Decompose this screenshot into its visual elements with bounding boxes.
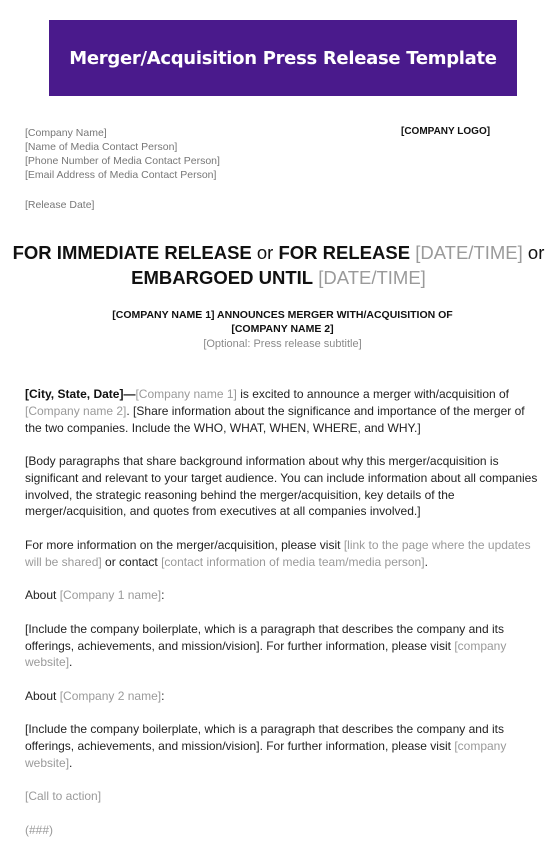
press-release-body	[25, 386, 543, 855]
about-colon: :	[161, 588, 165, 603]
release-date-placeholder: [Release Date]	[25, 199, 95, 211]
media-contact-phone-placeholder: [Phone Number of Media Contact Person]	[25, 155, 220, 167]
announcement-line-2: [COMPANY NAME 2]	[231, 323, 334, 335]
media-contact-placeholder: [contact information of media team/media person]	[161, 554, 425, 569]
media-contact-name-placeholder: [Name of Media Contact Person]	[25, 141, 178, 153]
headline-for-release: FOR RELEASE	[278, 242, 411, 263]
headline-immediate-release: FOR IMMEDIATE RELEASE	[12, 242, 252, 263]
about-label: About	[25, 588, 60, 603]
boilerplate-text: [Include the company boilerplate, which is a paragraph that describes the company and its offerings, achievements, and mission/vision]. For further information, please visit	[25, 722, 504, 754]
more-info-text: For more information on the merger/acquisition, please visit	[25, 537, 344, 552]
about-label: About	[25, 688, 60, 703]
about-company-2-heading	[25, 688, 543, 705]
company-logo-placeholder: [COMPANY LOGO]	[401, 126, 491, 137]
company-1-boilerplate	[25, 621, 543, 671]
title-banner	[49, 20, 517, 96]
company-1-placeholder: [Company name 1]	[135, 387, 237, 401]
updates-link-placeholder: [link to the page where the updates will be shared]	[25, 537, 531, 569]
more-info-text: or contact	[101, 554, 162, 569]
contact-block	[25, 126, 220, 182]
headline-date-placeholder: [DATE/TIME]	[410, 242, 523, 263]
headline-line-2	[0, 265, 557, 290]
boilerplate-text: .	[69, 755, 73, 770]
company-2-placeholder: [Company name 2]	[25, 403, 127, 418]
company-2-boilerplate	[25, 721, 543, 771]
more-info-paragraph	[25, 537, 543, 571]
company-website-placeholder: [company website]	[25, 638, 507, 670]
company-1-name-placeholder: [Company 1 name]	[59, 588, 162, 603]
company-website-placeholder: [company website]	[25, 739, 507, 770]
subtitle-placeholder: [Optional: Press release subtitle]	[203, 338, 362, 350]
more-info-text: .	[424, 554, 428, 569]
boilerplate-text: [Include the company boilerplate, which is a paragraph that describes the company and its offerings, achievements, and mission/vision]. For further information, please visit	[25, 621, 504, 653]
company-2-name-placeholder: [Company 2 name]	[59, 688, 162, 703]
dateline: [City, State, Date]—	[25, 387, 136, 401]
announcement-line-1: [COMPANY NAME 1] ANNOUNCES MERGER WITH/ACQUISITION OF	[112, 309, 453, 321]
end-mark: (###)	[25, 822, 54, 837]
about-colon: :	[161, 688, 165, 703]
intro-text: . [Share information about the significance and importance of the merger of the two companies. Include the WHO, WHAT, WHEN, WHERE, and WHY.]	[25, 403, 525, 435]
intro-text: is excited to announce a merger with/acquisition of	[236, 387, 510, 401]
company-name-placeholder: [Company Name]	[25, 127, 107, 139]
headline-line-1	[0, 240, 557, 265]
page-title: Merger/Acquisition Press Release Template	[69, 47, 497, 69]
about-company-1-heading	[25, 587, 543, 604]
release-headline	[0, 240, 557, 290]
body-paragraph: [Body paragraphs that share background information about why this merger/acquisition is significant and relevant to your target audience. You can include information about all companies involved, the strategic reasoning behind the merger/acquisition, key details of the merger/acquisition, and quotes from executives at all companies involved.]	[25, 454, 538, 519]
headline-or: or	[251, 242, 279, 263]
headline-date-placeholder: [DATE/TIME]	[313, 267, 426, 288]
call-to-action-placeholder: [Call to action]	[25, 789, 102, 804]
media-contact-email-placeholder: [Email Address of Media Contact Person]	[25, 169, 217, 181]
boilerplate-text: .	[69, 655, 73, 670]
headline-embargoed: EMBARGOED UNTIL	[131, 267, 314, 288]
announcement-heading	[0, 308, 557, 336]
intro-paragraph	[25, 386, 543, 436]
headline-or: or	[522, 242, 545, 263]
